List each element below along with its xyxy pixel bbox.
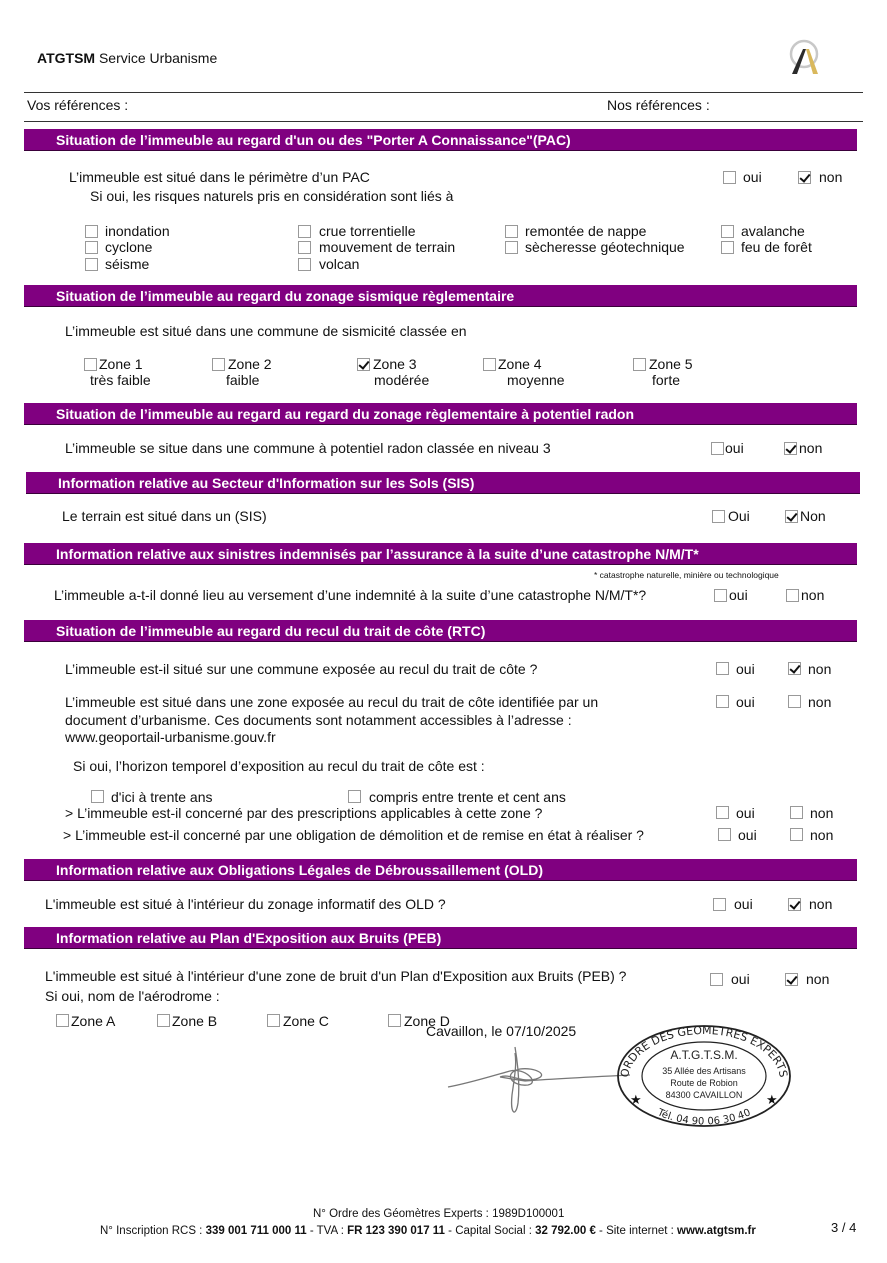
rtc-q2-non-checkbox[interactable] <box>788 695 801 708</box>
rtc-oui-label: oui <box>736 694 755 710</box>
old-oui-checkbox[interactable] <box>713 898 726 911</box>
risk-checkbox[interactable] <box>505 225 518 238</box>
sismique-question: L’immeuble est situé dans une commune de sismicité classée en <box>65 323 467 339</box>
risk-checkbox[interactable] <box>298 241 311 254</box>
zone-label: Zone 4 <box>498 356 542 372</box>
section-header-peb: Information relative au Plan d'Exposition aux Bruits (PEB) <box>24 927 857 949</box>
atgtsm-logo-icon <box>786 37 822 77</box>
radon-non-label: non <box>799 440 823 456</box>
rtc-q4-non-checkbox[interactable] <box>790 828 803 841</box>
rtc-q1: L’immeuble est-il situé sur une commune exposée au recul du trait de côte ? <box>65 661 538 677</box>
radon-oui-label: oui <box>725 440 744 456</box>
rtc-q1-non-checkbox[interactable] <box>788 662 801 675</box>
page-number: 3 / 4 <box>831 1220 857 1235</box>
pac-oui-label: oui <box>743 169 762 185</box>
rtc-non-label: non <box>808 661 832 677</box>
old-non-label: non <box>809 896 833 912</box>
radon-oui-checkbox[interactable] <box>711 442 724 455</box>
zone-sublabel: forte <box>652 372 681 388</box>
risk-label: inondation <box>105 223 170 239</box>
section-header-radon: Situation de l’immeuble au regard au regard du zonage règlementaire à potentiel radon <box>24 403 857 425</box>
peb-non-label: non <box>806 971 830 987</box>
nmt-oui-checkbox[interactable] <box>714 589 727 602</box>
radon-non-checkbox[interactable] <box>784 442 797 455</box>
place-date: Cavaillon, le 07/10/2025 <box>426 1023 577 1039</box>
section-header-sis: Information relative au Secteur d'Information sur les Sols (SIS) <box>26 472 860 494</box>
rtc-q2-line: L’immeuble est situé dans une zone exposée au recul du trait de côte identifiée par un <box>65 694 599 710</box>
pac-question: L’immeuble est situé dans le périmètre d’un PAC <box>69 169 370 185</box>
peb-zone-label: Zone C <box>283 1013 329 1029</box>
peb-zone-d-checkbox[interactable] <box>388 1014 401 1027</box>
horizon-label: compris entre trente et cent ans <box>369 789 566 805</box>
pac-subquestion: Si oui, les risques naturels pris en considération sont liés à <box>90 188 454 204</box>
nmt-footnote: * catastrophe naturelle, minière ou technologique <box>594 570 779 580</box>
peb-oui-label: oui <box>731 971 750 987</box>
footer-legal: N° Inscription RCS : 339 001 711 000 11 - TVA : FR 123 390 017 11 - Capital Social : 32 792.00 € - Site internet : www.atgtsm.fr <box>100 1225 756 1237</box>
sis-oui-checkbox[interactable] <box>712 510 725 523</box>
zone-3-checkbox[interactable] <box>357 358 370 371</box>
rtc-oui-label: oui <box>738 827 757 843</box>
risk-label: feu de forêt <box>741 239 812 255</box>
rtc-q4: > L’immeuble est-il concerné par une obligation de démolition et de remise en état à réaliser ? <box>63 827 644 843</box>
zone-1-checkbox[interactable] <box>84 358 97 371</box>
sis-non-checkbox[interactable] <box>785 510 798 523</box>
peb-question: L'immeuble est situé à l'intérieur d'une zone de bruit d'un Plan d'Exposition aux Bruits (PEB) ? <box>45 968 627 984</box>
zone-label: Zone 1 <box>99 356 143 372</box>
rtc-q3: > L’immeuble est-il concerné par des prescriptions applicables à cette zone ? <box>65 805 543 821</box>
risk-checkbox[interactable] <box>721 241 734 254</box>
references-divider <box>24 121 863 122</box>
horizon-30-checkbox[interactable] <box>91 790 104 803</box>
stamp-ring-top: ORDRE DES GEOMETRES EXPERTS <box>618 1023 790 1079</box>
rtc-q1-oui-checkbox[interactable] <box>716 662 729 675</box>
peb-zone-label: Zone A <box>71 1013 116 1029</box>
company-stamp <box>614 1018 794 1128</box>
peb-zone-label: Zone B <box>172 1013 218 1029</box>
rtc-q2-line: document d’urbanisme. Ces documents sont notamment accessibles à l’adresse : <box>65 712 572 728</box>
risk-label: mouvement de terrain <box>319 239 456 255</box>
peb-zone-label: Zone D <box>404 1013 450 1029</box>
stamp-address-line: 84300 CAVAILLON <box>665 1090 743 1100</box>
radon-question: L’immeuble se situe dans une commune à potentiel radon classée en niveau 3 <box>65 440 551 456</box>
nmt-oui-label: oui <box>729 587 748 603</box>
zone-label: Zone 2 <box>228 356 272 372</box>
section-header-nmt: Information relative aux sinistres indemnisés par l’assurance à la suite d’une catastrophe N/M/T* <box>24 543 857 565</box>
peb-zone-b-checkbox[interactable] <box>157 1014 170 1027</box>
risk-checkbox[interactable] <box>505 241 518 254</box>
section-header-rtc: Situation de l’immeuble au regard du recul du trait de côte (RTC) <box>24 620 857 642</box>
rtc-oui-label: oui <box>736 661 755 677</box>
vos-references-label: Vos références : <box>27 97 129 113</box>
horizon-label: d'ici à trente ans <box>111 789 213 805</box>
rtc-q2-link[interactable]: www.geoportail-urbanisme.gouv.fr <box>65 729 276 745</box>
zone-5-checkbox[interactable] <box>633 358 646 371</box>
risk-checkbox[interactable] <box>298 258 311 271</box>
sis-question: Le terrain est situé dans un (SIS) <box>62 508 267 524</box>
risk-label: crue torrentielle <box>319 223 416 239</box>
footer-ordre: N° Ordre des Géomètres Experts : 1989D100001 <box>313 1208 565 1220</box>
zone-4-checkbox[interactable] <box>483 358 496 371</box>
rtc-q4-oui-checkbox[interactable] <box>718 828 731 841</box>
sis-non-label: Non <box>800 508 826 524</box>
rtc-non-label: non <box>808 694 832 710</box>
zone-sublabel: moyenne <box>507 372 565 388</box>
zone-label: Zone 3 <box>373 356 417 372</box>
zone-label: Zone 5 <box>649 356 693 372</box>
section-header-old: Information relative aux Obligations Légales de Débroussaillement (OLD) <box>24 859 857 881</box>
risk-label: cyclone <box>105 239 153 255</box>
rtc-horizon-question: Si oui, l’horizon temporel d’exposition au recul du trait de côte est : <box>73 758 485 774</box>
pac-oui-checkbox[interactable] <box>723 171 736 184</box>
star-icon: ★ <box>630 1092 642 1107</box>
stamp-address-line: 35 Allée des Artisans <box>662 1066 746 1076</box>
risk-checkbox[interactable] <box>85 258 98 271</box>
risk-label: remontée de nappe <box>525 223 647 239</box>
rtc-q2-oui-checkbox[interactable] <box>716 695 729 708</box>
old-non-checkbox[interactable] <box>788 898 801 911</box>
risk-label: volcan <box>319 256 360 272</box>
old-oui-label: oui <box>734 896 753 912</box>
nmt-non-checkbox[interactable] <box>786 589 799 602</box>
risk-label: avalanche <box>741 223 805 239</box>
sis-oui-label: Oui <box>728 508 750 524</box>
peb-non-checkbox[interactable] <box>785 973 798 986</box>
nos-references-label: Nos références : <box>607 97 710 113</box>
zone-sublabel: faible <box>226 372 260 388</box>
rtc-non-label: non <box>810 805 834 821</box>
old-question: L'immeuble est situé à l'intérieur du zonage informatif des OLD ? <box>45 896 446 912</box>
peb-zone-c-checkbox[interactable] <box>267 1014 280 1027</box>
rtc-non-label: non <box>810 827 834 843</box>
signature-icon <box>440 1045 630 1130</box>
star-icon: ★ <box>766 1092 778 1107</box>
pac-non-label: non <box>819 169 843 185</box>
section-header-sismique: Situation de l’immeuble au regard du zonage sismique règlementaire <box>24 285 857 307</box>
risk-label: sècheresse géotechnique <box>525 239 685 255</box>
footer-site-link[interactable]: www.atgtsm.fr <box>677 1225 756 1237</box>
header-divider <box>24 92 863 93</box>
zone-sublabel: modérée <box>374 372 430 388</box>
pac-non-checkbox[interactable] <box>798 171 811 184</box>
zone-2-checkbox[interactable] <box>212 358 225 371</box>
stamp-name: A.T.G.T.S.M. <box>670 1048 738 1062</box>
risk-label: séisme <box>105 256 150 272</box>
rtc-oui-label: oui <box>736 805 755 821</box>
rtc-q3-oui-checkbox[interactable] <box>716 806 729 819</box>
nmt-question: L’immeuble a-t-il donné lieu au versement d’une indemnité à la suite d’une catastrophe N/M/T*? <box>54 587 647 603</box>
risk-checkbox[interactable] <box>85 225 98 238</box>
peb-zone-a-checkbox[interactable] <box>56 1014 69 1027</box>
peb-oui-checkbox[interactable] <box>710 973 723 986</box>
risk-checkbox[interactable] <box>721 225 734 238</box>
stamp-address-line: Route de Robion <box>670 1078 738 1088</box>
rtc-q3-non-checkbox[interactable] <box>790 806 803 819</box>
nmt-non-label: non <box>801 587 825 603</box>
brand-title: ATGTSM Service Urbanisme <box>37 50 218 66</box>
horizon-30-100-checkbox[interactable] <box>348 790 361 803</box>
stamp-ring-bottom: Tél. 04 90 06 30 40 <box>655 1107 753 1128</box>
peb-aerodrome-label: Si oui, nom de l'aérodrome : <box>45 988 220 1004</box>
risk-checkbox[interactable] <box>85 241 98 254</box>
section-header-pac: Situation de l’immeuble au regard d'un ou des "Porter A Connaissance"(PAC) <box>24 129 857 151</box>
risk-checkbox[interactable] <box>298 225 311 238</box>
zone-sublabel: très faible <box>90 372 151 388</box>
